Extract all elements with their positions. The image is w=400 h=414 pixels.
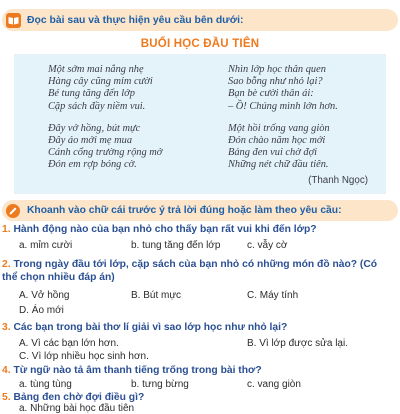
reading-instruction-header [2,9,398,31]
pencil-icon [6,204,20,218]
poem-line: Nhìn lớp học thân quen [228,64,326,75]
question-text: Bảng đen chờ đợi điều gì? [13,392,145,403]
answer-option[interactable]: B. Vì lớp được sửa lại. [247,338,348,349]
poem-box [14,54,386,194]
poem-line: Đón em rợp bóng cờ. [48,159,137,171]
poem-line: Cặp sách đầy niềm vui. [48,100,146,112]
answer-option[interactable]: a. tùng tùng [19,379,72,390]
answer-option[interactable]: C. Máy tính [247,290,299,301]
answer-option[interactable]: c. vẫy cờ [247,240,288,251]
poem-line: Đón chào năm học mới [228,135,326,147]
poem-line: Cánh cổng trường rộng mở [48,147,163,159]
question-text: Hành động nào của bạn nhỏ cho thấy bạn rất vui khi đến lớp? [13,224,317,235]
answer-option[interactable]: D. Áo mới [19,305,64,316]
answer-option[interactable]: C. Vì lớp nhiều học sinh hơn. [19,351,149,362]
question-number: 3. [2,322,11,333]
poem-line: Bé tung tăng đến lớp [48,88,135,100]
answer-option[interactable]: b. tưng bừng [131,379,189,390]
poem-line: Đây vở hồng, bút mực [48,122,141,134]
question-text: Từ ngữ nào tả âm thanh tiếng trống trong bài thơ? [13,365,262,376]
poem-line: Một hồi trống vang giòn [228,122,330,134]
answer-option[interactable]: b. tung tăng đến lớp [131,240,221,251]
poem-line: – Ồ! Chúng mình lớn hơn. [228,100,338,112]
reading-instruction-title: Đọc bài sau và thực hiện yêu cầu bên dưới: [27,14,244,26]
poem-line: Hàng cây cũng mỉm cười [48,76,153,88]
answer-option[interactable]: A. Vở hồng [19,290,70,301]
question-1 [2,223,394,236]
poem-line: Bảng đen vui chờ đợi [228,147,318,159]
answer-option[interactable]: a. Những bài học đầu tiên [19,403,135,414]
question-4 [2,364,394,377]
question-number: 2. [2,259,11,270]
question-2 [2,258,394,284]
poem-author: (Thanh Ngọc) [308,175,368,186]
poem-right-column [228,64,338,172]
poem-line: Một sớm mai nắng nhẹ [48,64,144,75]
answer-option[interactable]: B. Bút mực [131,290,182,301]
question-text: Trong ngày đầu tới lớp, cặp sách của bạn nhỏ có những món đồ nào? (Có thể chọn nhiều đáp án) [2,259,378,283]
answer-option[interactable]: A. Vì các bạn lớn hơn. [19,338,119,349]
question-number: 1. [2,224,11,235]
poem-left-column [48,64,162,172]
poem-line: Đây áo mới mẹ mua [48,135,133,147]
poem-title: BUỔI HỌC ĐẦU TIÊN [140,38,260,50]
question-instruction-title: Khoanh vào chữ cái trước ý trả lời đúng hoặc làm theo yêu cầu: [27,205,342,216]
question-3 [2,321,394,334]
poem-line: Sao bỗng như nhỏ lại? [228,76,323,88]
answer-option[interactable]: c. vang giòn [247,379,301,390]
question-text: Các bạn trong bài thơ lí giải vì sao lớp học như nhỏ lại? [13,322,288,333]
question-number: 5. [2,392,11,403]
poem-line: Những nét chữ đầu tiên. [228,159,329,171]
question-instruction-header [2,200,398,221]
poem-line: Bạn bè cười thân ái: [228,88,314,100]
question-number: 4. [2,365,11,376]
answer-option[interactable]: a. mỉm cười [19,240,73,251]
book-icon [6,13,21,28]
